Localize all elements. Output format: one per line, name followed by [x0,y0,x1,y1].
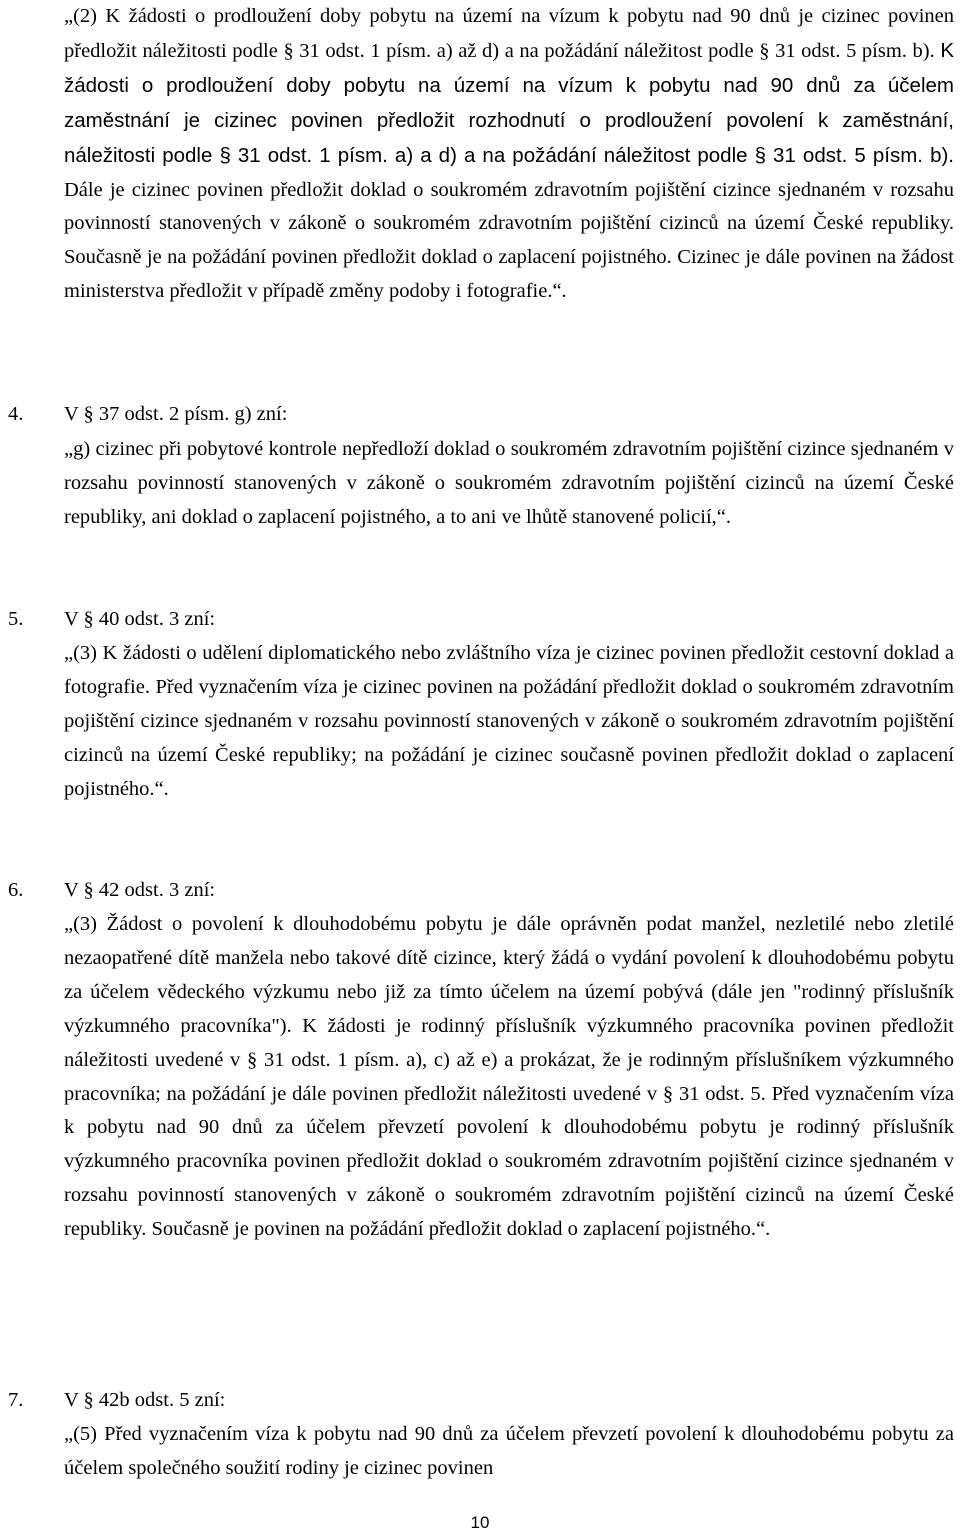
item-heading-6: V § 42 odst. 3 zní: [64,879,216,901]
paragraph-part-2: K žádosti o prodloužení doby pobytu na území na vízum k pobytu nad 90 dnů za účelem zaměstnání je cizinec povinen předložit rozhodnutí o prodloužení povolení k zaměstnání, náležitosti podle § 31 odst. 1 písm. a) a d) a na požádání náležitost podle § 31 odst. 5 písm. b). [64,38,954,167]
paragraph-part-3: Dále je cizinec povinen předložit doklad o soukromém zdravotním pojištění cizince sjednaném v rozsahu povinností stanovených v zákoně o soukromém zdravotním pojištění cizinců na území České republiky. Současně je na požádání povinen předložit doklad o zaplacení pojistného. Cizinec je dále povinen na žádost ministerstva předložit v případě změny podoby i fotografie.“. [64,178,954,303]
item-number-4: 4. [8,403,24,425]
page-number: 10 [470,1513,490,1532]
item-heading-7: V § 42b odst. 5 zní: [64,1389,226,1411]
item-text-4: „g) cizinec při pobytové kontrole nepředloží doklad o soukromém zdravotním pojištění cizince sjednaném v rozsahu povinností stanovených v zákoně o soukromém zdravotním pojištění cizinců na území České republiky, ani doklad o zaplacení pojistného, a to ani ve lhůtě stanovené policií,“. [64,438,954,528]
item-number-7: 7. [8,1389,24,1411]
item-heading-4: V § 37 odst. 2 písm. g) zní: [64,403,288,425]
item-text-6: „(3) Žádost o povolení k dlouhodobému pobytu je dále oprávněn podat manžel, nezletilé nebo zletilé nezaopatřené dítě manžela nebo takové dítě cizince, který žádá o vydání povolení k dlouhodobému pobytu za účelem vědeckého výzkumu nebo již za tímto účelem na území pobývá (dále jen "rodinný příslušník výzkumného pracovníka"). K žádosti je rodinný příslušník výzkumného pracovníka povinen předložit náležitosti uvedené v § 31 odst. 1 písm. a), c) až e) a prokázat, že je rodinným příslušníkem výzkumného pracovníka; na požádání je dále povinen předložit náležitosti uvedené v § 31 odst. 5. Před vyznačením víza k pobytu nad 90 dnů za účelem převzetí povolení k dlouhodobému pobytu je rodinný příslušník výzkumného pracovníka povinen předložit doklad o soukromém zdravotním pojištění cizince sjednaném v rozsahu povinností stanovených v zákoně o soukromém zdravotním pojištění cizinců na území České republiky. Současně je povinen na požádání předložit doklad o zaplacení pojistného.“. [64,913,954,1241]
item-heading-5: V § 40 odst. 3 zní: [64,608,216,630]
item-number-6: 6. [8,879,24,901]
item-text-7: „(5) Před vyznačením víza k pobytu nad 90 dnů za účelem převzetí povolení k dlouhodobému pobytu za účelem společného soužití rodiny je cizinec povinen [64,1423,954,1479]
item-number-5: 5. [8,608,24,630]
item-text-5: „(3) K žádosti o udělení diplomatického nebo zvláštního víza je cizinec povinen předložit cestovní doklad a fotografie. Před vyznačením víza je cizinec povinen na požádání předložit doklad o soukromém zdravotním pojištění cizince sjednaném v rozsahu povinností stanovených v zákoně o soukromém zdravotním pojištění cizinců na území České republiky; na požádání je cizinec současně povinen předložit doklad o zaplacení pojistného.“. [64,642,954,800]
paragraph-part-1: „(2) K žádosti o prodloužení doby pobytu na území na vízum k pobytu nad 90 dnů je cizinec povinen předložit náležitosti podle § 31 odst. 1 písm. a) až d) a na požádání náležitost podle § 31 odst. 5 písm. b). [64,5,954,62]
continued-paragraph [64,0,954,309]
